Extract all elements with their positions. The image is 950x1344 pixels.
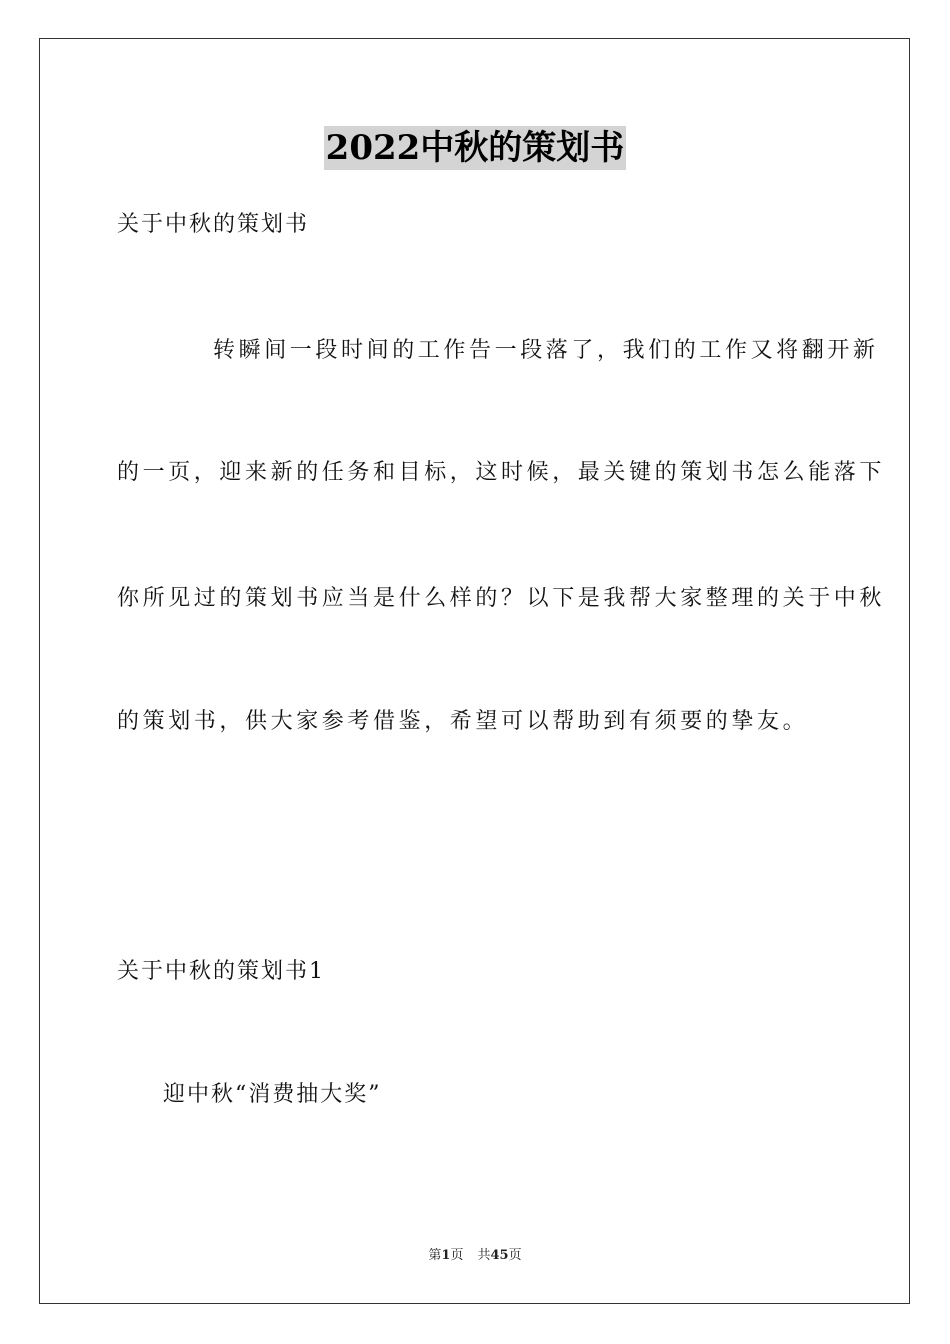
document-title: 2022中秋的策划书 (325, 128, 625, 168)
footer-total-prefix: 共 (477, 1248, 491, 1263)
footer-page-prefix: 第 (428, 1248, 442, 1263)
footer-page-current: 1 (441, 1248, 451, 1263)
section-heading: 关于中秋的策划书1 (117, 959, 325, 984)
footer-page-total: 45 (490, 1248, 509, 1263)
intro-line-2: 的一页，迎来新的任务和目标，这时候，最关键的策划书怎么能落下 (117, 460, 886, 485)
footer-page-mid: 页 (450, 1248, 464, 1263)
footer-total-suffix: 页 (508, 1248, 522, 1263)
section-subheading: 迎中秋“消费抽大奖” (163, 1082, 382, 1107)
intro-line-3: 你所见过的策划书应当是什么样的？以下是我帮大家整理的关于中秋 (117, 586, 886, 611)
page-footer (0, 1247, 950, 1265)
document-subtitle: 关于中秋的策划书 (117, 212, 310, 237)
title-wrapper (0, 126, 950, 170)
intro-line-4: 的策划书，供大家参考借鉴，希望可以帮助到有须要的挚友。 (117, 709, 809, 734)
intro-line-1: 转瞬间一段时间的工作告一段落了，我们的工作又将翻开新 (213, 338, 879, 363)
